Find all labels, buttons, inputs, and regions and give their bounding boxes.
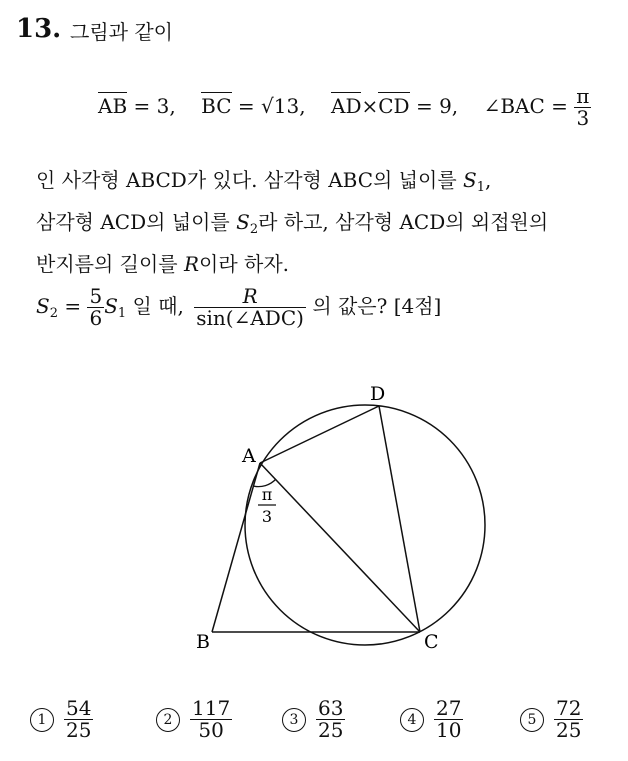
segment-ac-line (260, 463, 420, 632)
choice-4-numerator: 27 (436, 696, 462, 720)
ask-tail: 의 값은? [4점] (312, 294, 442, 318)
choice-5[interactable] (520, 698, 583, 741)
choice-1-fraction (64, 698, 93, 741)
choice-3-numerator: 63 (318, 696, 344, 720)
choice-3-denominator: 25 (318, 718, 344, 742)
cond-s2: S (36, 294, 50, 318)
cond-denominator: 6 (89, 306, 103, 330)
angle-denominator: 3 (576, 106, 590, 130)
adcd-value: = 9, (415, 94, 459, 118)
choice-3-fraction (316, 698, 345, 741)
vertex-d-label: D (370, 383, 386, 405)
choice-2-fraction (190, 698, 232, 741)
cond-s2-subscript: 2 (49, 306, 58, 321)
s2-symbol: S (236, 210, 250, 234)
cond-equals: = (64, 294, 82, 318)
choice-5-fraction (554, 698, 583, 741)
choice-1[interactable] (30, 698, 93, 741)
r-symbol: R (183, 252, 200, 276)
choice-5-numerator: 72 (556, 696, 582, 720)
ask-numerator: R (194, 286, 306, 308)
problem-text-1-end: , (485, 168, 492, 192)
angle-numerator: π (576, 84, 590, 108)
choice-marker-2: 2 (156, 708, 180, 732)
segment-dc-line (379, 406, 420, 632)
cond-numerator: 5 (89, 284, 103, 308)
choice-marker-3: 3 (282, 708, 306, 732)
vertex-b-label: B (196, 631, 210, 653)
question-number: 13. (16, 14, 62, 44)
choice-4-fraction (434, 698, 463, 741)
choice-4[interactable] (400, 698, 463, 741)
s1-symbol: S (463, 168, 477, 192)
choice-1-numerator: 54 (66, 696, 92, 720)
choice-marker-4: 4 (400, 708, 424, 732)
angle-label-numerator: π (261, 485, 273, 504)
cond-s1: S (104, 294, 118, 318)
vertex-c-label: C (424, 631, 439, 653)
choice-2[interactable] (156, 698, 232, 741)
segment-cd: CD (378, 94, 410, 118)
angle-label-denominator: 3 (261, 507, 273, 526)
bc-comma: , (299, 94, 306, 118)
question-intro: 그림과 같이 (70, 20, 173, 44)
problem-line-3 (36, 248, 289, 277)
s1-subscript: 1 (476, 180, 485, 195)
bc-value: √13 (261, 94, 300, 118)
segment-ab-line (212, 463, 260, 632)
problem-text-2a: 삼각형 ACD의 넓이를 (36, 210, 230, 234)
bc-equals: = (237, 94, 255, 118)
cond-fraction (87, 286, 104, 329)
problem-line-1 (36, 164, 491, 195)
segment-bc: BC (201, 94, 232, 118)
ab-value: = 3, (133, 94, 176, 118)
s2-subscript: 2 (249, 222, 259, 237)
vertex-a-label: A (242, 445, 256, 467)
angle-fraction (574, 86, 591, 129)
problem-text-3b: 이라 하자. (199, 252, 290, 276)
choice-3[interactable] (282, 698, 345, 741)
choice-2-numerator: 117 (192, 696, 231, 720)
problem-text-3a: 반지름의 길이를 (36, 252, 178, 276)
segment-ab: AB (98, 94, 128, 118)
ask-denominator: sin(∠ADC) (196, 306, 304, 330)
choice-4-denominator: 10 (436, 718, 462, 742)
choice-1-denominator: 25 (66, 718, 92, 742)
problem-line-2 (36, 206, 548, 237)
angle-bac: ∠BAC = (483, 94, 568, 118)
ask-fraction (194, 286, 306, 329)
choice-marker-5: 5 (520, 708, 544, 732)
problem-text-2b: 라 하고, 삼각형 ACD의 외접원의 (258, 210, 549, 234)
problem-line-4 (36, 286, 441, 329)
given-conditions (98, 86, 591, 129)
choice-marker-1: 1 (30, 708, 54, 732)
choice-2-denominator: 50 (198, 718, 224, 742)
choice-5-denominator: 25 (556, 718, 582, 742)
geometry-figure (0, 370, 628, 670)
segment-ad: AD (331, 94, 362, 118)
times-sign: × (361, 94, 379, 118)
circumcircle (245, 405, 485, 645)
problem-text-1: 인 사각형 ABCD가 있다. 삼각형 ABC의 넓이를 (36, 168, 457, 192)
cond-when: 일 때, (132, 294, 184, 318)
cond-s1-subscript: 1 (117, 306, 127, 321)
